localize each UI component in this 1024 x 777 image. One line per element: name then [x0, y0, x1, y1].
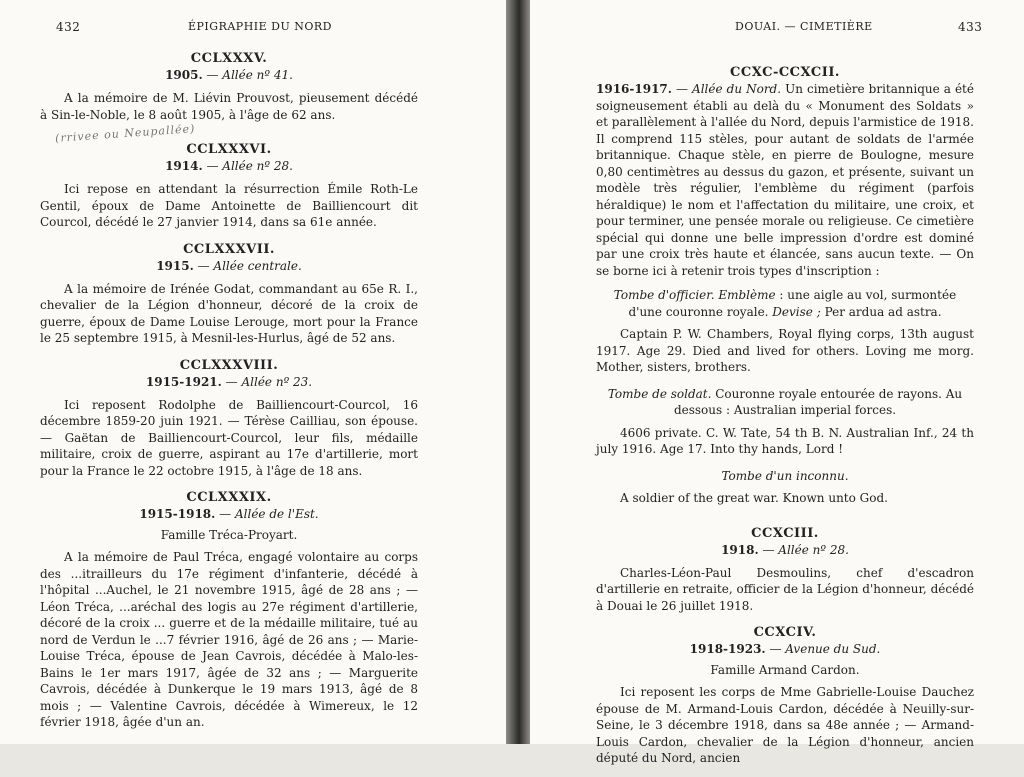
- entry-location: — Allée nº 23.: [225, 374, 313, 389]
- entry-date-line: [40, 158, 418, 175]
- tomb-inscription: 4606 private. C. W. Tate, 54 th B. N. Australian Inf., 24 th july 1916. Age 17. Into thy hands, Lord !: [596, 425, 974, 456]
- entry-location: — Allée centrale.: [197, 258, 302, 273]
- entry-numeral: CCLXXXIX.: [186, 490, 272, 505]
- entry-text: A la mémoire de Paul Tréca, engagé volontaire au corps des ...itrailleurs du 17e régiment d'infanterie, décédé à l'hôpital ...Auchel, le 21 novembre 1915, âgé de 28 ans ; — Léon Tréca, ...aréchal des logis au 27e régiment d'artillerie, décoré de la croix ... guerre et de la médaille militaire, tué au nord de Verdun le ...7 février 1916, âgé de 26 ans ; — Marie-Louise Tréca, épouse de Jean Cavrois, décédée à Malo-les-Bains le 1er mars 1917, âgée de 32 ans ; — Marguerite Cavrois, décédée à Dunkerque le 19 mars 1913, âgé de 8 mois ; — Valentine Cavrois, décédée à Wimereux, le 12 février 1918, âgée d'un an.: [40, 550, 418, 729]
- tomb-type: [596, 386, 974, 419]
- tomb-type-desc: Couronne royale entourée de rayons. Au dessous : Australian imperial forces.: [673, 386, 963, 417]
- entry: [596, 64, 974, 507]
- entry-numeral: CCLXXXVII.: [183, 241, 275, 257]
- entry-numeral: CCXC-CCXCII.: [730, 65, 840, 80]
- entry-year: 1918.: [721, 542, 759, 557]
- entry-numeral: CCLXXXVI.: [186, 142, 272, 157]
- entry-text: A la mémoire de M. Liévin Prouvost, pieusement décédé à Sin-le-Noble, le 8 août 1905, à l'âge de 62 ans.: [40, 91, 418, 122]
- entry: [596, 525, 974, 615]
- entry-text: Ici reposent Rodolphe de Bailliencourt-Courcol, 16 décembre 1859-20 juin 1921. — Térèse Cailliau, son épouse. — Gaëtan de Bailliencourt-Courcol, leur fils, médaille militaire, croix de guerre, aspirant au 17e d'artillerie, mort pour la France le 22 octobre 1915, à l'âge de 18 ans.: [40, 397, 418, 478]
- entry: [40, 357, 418, 480]
- entry-year: 1916-1917.: [596, 82, 672, 96]
- entry-text: Un cimetière britannique a été soigneusement établi au delà du « Monument des Soldats » et parallèlement à l'allée du Nord, depuis l'armistice de 1918. Il comprend 115 stèles, pour autant de soldats de l'armée britannique. Chaque stèle, en pierre de Boulogne, mesure 0,80 centimètres au dessus du gazon, et présente, suivant un modèle très régulier, l'emblème du régiment (parfois héraldique) le nom et l'affectation du militaire, une croix, et pour terminer, une pensée morale ou religieuse. Ce cimetière spécial qui donne une belle impression d'ordre est dominé par une croix très haute et élancée, sans aucun texte. — On se borne ici à retenir trois types d'inscription :: [596, 82, 974, 278]
- entry-numeral: CCLXXXVIII.: [179, 357, 279, 373]
- entry-date-line: [40, 258, 418, 275]
- entry: [596, 624, 974, 767]
- right-page-number: 433: [958, 20, 983, 34]
- entry-text: Charles-Léon-Paul Desmoulins, chef d'escadron d'artillerie en retraite, officier de la Légion d'honneur, décédé à Douai le 26 juillet 1918.: [596, 565, 974, 613]
- entry-location: — Allée nº 41.: [206, 68, 293, 82]
- tomb-type: [596, 287, 974, 320]
- entry-location: — Allée de l'Est.: [219, 507, 319, 521]
- left-page-number: 432: [56, 20, 81, 34]
- entry-year: 1918-1923.: [689, 642, 766, 656]
- entry-location: — Allée nº 28.: [762, 542, 849, 557]
- entry-numeral: CCXCIV.: [753, 625, 817, 640]
- entry-location: — Avenue du Sud.: [769, 642, 881, 656]
- tomb-devise: Per ardua ad astra.: [820, 304, 942, 319]
- entry-numeral: CCXCIII.: [751, 525, 819, 541]
- entry-date-line: [40, 374, 418, 391]
- left-running-head: [0, 20, 506, 36]
- right-page: [530, 0, 1024, 765]
- tomb-devise-label: Devise ;: [772, 304, 821, 319]
- right-running-head: [530, 20, 1024, 36]
- entry-text: Ici repose en attendant la résurrection Émile Roth-Le Gentil, époux de Dame Antoinette de Bailliencourt dit Courcol, décédé le 27 janvier 1914, dans sa 61e année.: [40, 182, 418, 229]
- handwritten-note: (rrivee ou Neupallée): [54, 122, 196, 145]
- entry-numeral: CCLXXXV.: [190, 51, 268, 66]
- entry-date-line: [596, 542, 974, 559]
- left-page: [0, 0, 506, 744]
- left-running-title: ÉPIGRAPHIE DU NORD: [188, 20, 332, 33]
- tomb-type-label: Tombe d'un inconnu.: [721, 468, 849, 483]
- entry-location: — Allée du Nord.: [676, 82, 782, 96]
- right-running-title: DOUAI. — CIMETIÈRE: [735, 20, 873, 33]
- tomb-inscription: A soldier of the great war. Known unto God.: [620, 491, 888, 505]
- entry: [40, 50, 418, 123]
- tomb-type-label: Tombe de soldat.: [607, 386, 712, 401]
- entry: [40, 141, 418, 231]
- entry: [40, 489, 418, 731]
- entry-location: — Allée nº 28.: [206, 159, 293, 173]
- tomb-type: [596, 468, 974, 485]
- entry-text: A la mémoire de Irénée Godat, commandant au 65e R. I., chevalier de la Légion d'honneur, décoré de la croix de guerre, époux de Dame Louise Lerouge, mort pour la France le 25 septembre 1915, à Mesnil-les-Hurlus, âgé de 52 ans.: [40, 281, 418, 345]
- entry-year: 1905.: [165, 68, 203, 82]
- tomb-type-desc: : une aigle au vol, surmontée d'une couronne royale.: [628, 288, 957, 319]
- entry-date-line: [40, 506, 418, 523]
- entry-year: 1915-1918.: [139, 507, 216, 521]
- entry-text-block: [596, 81, 974, 279]
- entry-date-line: [40, 67, 418, 84]
- tomb-type-label: Tombe d'officier. Emblème: [613, 288, 776, 302]
- entry-text: Ici reposent les corps de Mme Gabrielle-Louise Dauchez épouse de M. Armand-Louis Cardon, décédée à Neuilly-sur-Seine, le 3 décembre 1918, dans sa 48e année ; — Armand-Louis Cardon, chevalier de la Légion d'honneur, ancien député du Nord, ancien: [596, 685, 974, 765]
- entry-family: Famille Tréca-Proyart.: [160, 528, 298, 542]
- entry-family: Famille Armand Cardon.: [710, 663, 860, 677]
- entry-year: 1915.: [156, 258, 194, 273]
- left-column: [40, 50, 418, 741]
- entry: [40, 241, 418, 347]
- entry-year: 1914.: [165, 159, 203, 173]
- right-column: [596, 64, 974, 777]
- tomb-inscription: Captain P. W. Chambers, Royal flying corps, 13th august 1917. Age 29. Died and lived for others. Loving me morg. Mother, sisters, brothers.: [596, 327, 974, 374]
- book-gutter: [506, 0, 530, 744]
- entry-year: 1915-1921.: [145, 374, 222, 389]
- entry-date-line: [596, 641, 974, 658]
